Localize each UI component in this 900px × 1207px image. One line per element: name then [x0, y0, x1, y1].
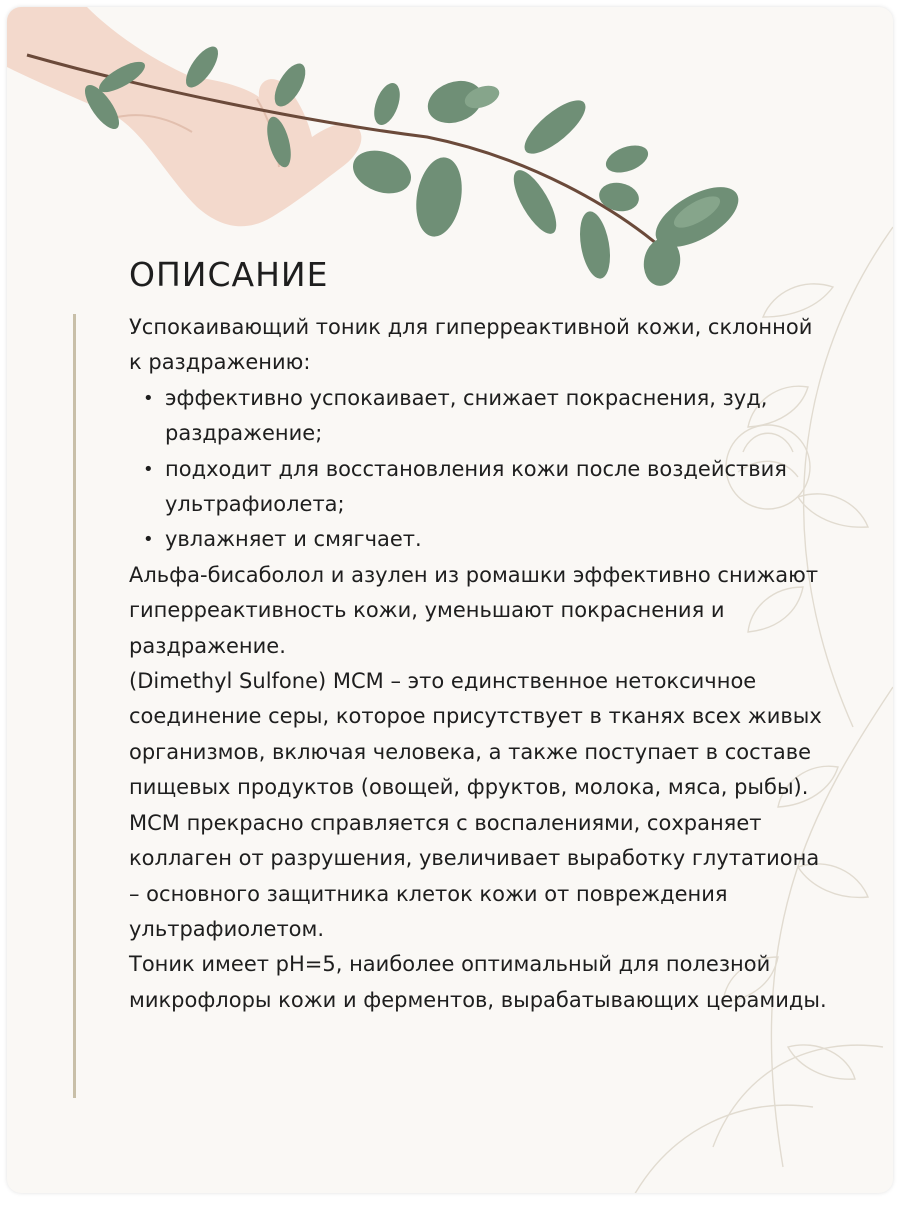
paragraph-bisabolol: Альфа-бисаболол и азулен из ромашки эффективно снижают гиперреактивность кожи, уменьшают покраснения и раздражение.	[129, 562, 819, 658]
list-item: • эффективно успокаивает, снижает покраснения, зуд, раздражение;	[129, 381, 829, 452]
accent-divider	[73, 314, 76, 1098]
description-body	[129, 310, 829, 1018]
paragraph-msm-intro: (Dimethyl Sulfone) МСМ – это единственное нетоксичное соединение серы, которое присутствует в тканях всех живых организмов, включая человека, а также поступает в составе пищевых продуктов (овощей, фруктов, молока, мяса, рыбы).	[129, 669, 822, 800]
paragraph-ph: Тоник имеет pH=5, наиболее оптимальный для полезной микрофлоры кожи и ферментов, вырабатывающих церамиды.	[129, 952, 827, 1012]
section-title: ОПИСАНИЕ	[129, 255, 329, 294]
list-item: • увлажняет и смягчает.	[129, 522, 829, 557]
intro-paragraph: Успокаивающий тоник для гиперреактивной кожи, склонной к раздражению:	[129, 315, 813, 375]
list-item: • подходит для восстановления кожи после воздействия ультрафиолета;	[129, 452, 829, 523]
hand-branch-icon	[7, 7, 767, 307]
description-card	[7, 7, 893, 1193]
paragraph-msm-benefits: МСМ прекрасно справляется с воспалениями, сохраняет коллаген от разрушения, увеличивает выработку глутатиона – основного защитника клеток кожи от повреждения ультрафиолетом.	[129, 810, 820, 941]
benefits-list	[129, 381, 829, 558]
